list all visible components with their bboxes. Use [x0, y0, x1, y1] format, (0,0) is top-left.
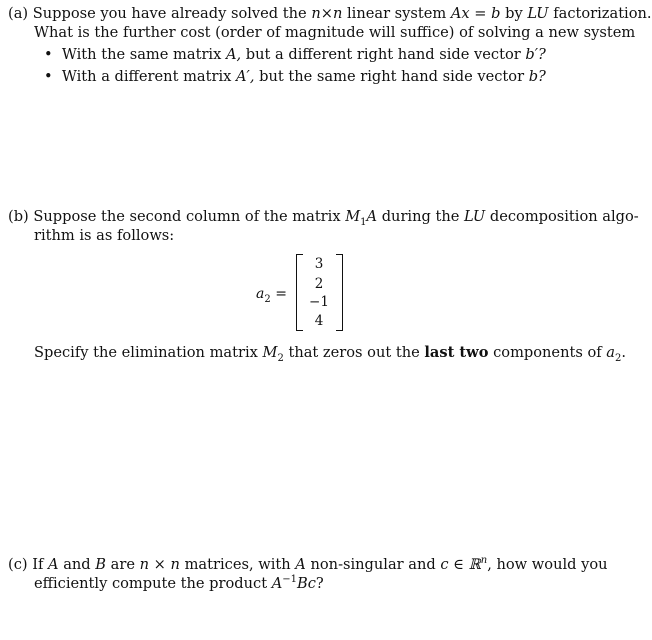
- part-c-line-1: (c) If A and B are n × n matrices, with A non-singular and c ∈ ℝ$^n$, how would you: [8, 555, 608, 573]
- bullet-icon: •: [44, 68, 53, 85]
- part-a-bullet-1: • With the same matrix A, but a different right hand side vector b′?: [44, 46, 546, 63]
- part-a-bullet-2: • With a different matrix A′, but the same right hand side vector b?: [44, 68, 546, 85]
- part-b-label: (b): [8, 208, 29, 225]
- part-c-line-2: efficiently compute the product $A^{-1}Bc$?: [34, 574, 324, 592]
- part-b-line-1: (b) Suppose the second column of the matrix $M_1A$ during the LU decomposition algo-: [8, 208, 639, 228]
- vector-entry: 2: [314, 276, 324, 292]
- vector-entry: 4: [314, 313, 324, 329]
- vector-entry: −1: [309, 294, 329, 310]
- vector-a2-label: $a_2$ =: [256, 286, 287, 305]
- part-a-line-2: What is the further cost (order of magnitude will suffice) of solving a new system: [34, 24, 636, 41]
- part-a-label: (a): [8, 5, 29, 22]
- part-c-label: (c): [8, 556, 28, 573]
- part-a-line-1: (a) Suppose you have already solved the n×n linear system Ax = b by LU factorization.: [8, 5, 652, 22]
- vector-entry: 3: [314, 256, 324, 272]
- bullet-icon: •: [44, 46, 53, 63]
- part-b-specify-line: Specify the elimination matrix $M_2$ that zeros out the last two components of $a_2$.: [34, 344, 627, 364]
- part-b-line-2: rithm is as follows:: [34, 227, 175, 244]
